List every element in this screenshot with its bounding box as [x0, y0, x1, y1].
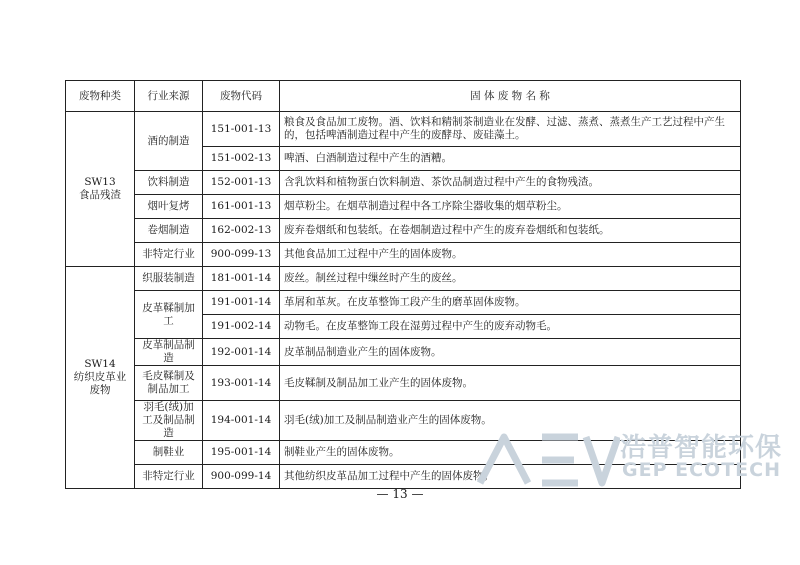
industry-source: 非特定行业	[135, 243, 203, 267]
table-row	[66, 112, 741, 147]
waste-code: 191-002-14	[203, 315, 280, 339]
category-sw14: SW14 纺织皮革业 废物	[66, 267, 135, 489]
waste-code: 161-001-13	[203, 195, 280, 219]
header-industry-source: 行业来源	[135, 81, 203, 112]
waste-description: 烟草粉尘。在烟草制造过程中各工序除尘器收集的烟草粉尘。	[280, 195, 741, 219]
header-waste-name: 固 体 废 物 名 称	[280, 81, 741, 112]
waste-description: 废弃卷烟纸和包装纸。在卷烟制造过程中产生的废弃卷烟纸和包装纸。	[280, 219, 741, 243]
industry-source: 毛皮鞣制及制品加工	[135, 366, 203, 401]
table-header-row	[66, 81, 741, 112]
waste-description: 制鞋业产生的固体废物。	[280, 441, 741, 465]
industry-source: 烟叶复烤	[135, 195, 203, 219]
waste-description: 含乳饮料和植物蛋白饮料制造、茶饮品制造过程中产生的食物残渣。	[280, 171, 741, 195]
watermark-cn: 浩普智能环保	[620, 433, 783, 463]
source-wine: 酒的制造	[135, 112, 203, 171]
waste-description: 啤酒、白酒制造过程中产生的酒糟。	[280, 147, 741, 171]
waste-description: 毛皮鞣制及制品加工业产生的固体废物。	[280, 366, 741, 401]
waste-code: 151-002-13	[203, 147, 280, 171]
industry-source: 卷烟制造	[135, 219, 203, 243]
table-row	[66, 243, 741, 267]
waste-description: 革屑和革灰。在皮革整饰工段产生的磨革固体废物。	[280, 291, 741, 315]
waste-code: 181-001-14	[203, 267, 280, 291]
table-row	[66, 339, 741, 366]
waste-code: 191-001-14	[203, 291, 280, 315]
header-waste-category: 废物种类	[66, 81, 135, 112]
watermark	[470, 425, 783, 495]
industry-source: 饮料制造	[135, 171, 203, 195]
waste-code: 152-001-13	[203, 171, 280, 195]
industry-source: 非特定行业	[135, 465, 203, 489]
page-number: — 13 —	[376, 487, 424, 501]
table-row	[66, 195, 741, 219]
waste-description: 动物毛。在皮革整饰工段在湿剪过程中产生的废弃动物毛。	[280, 315, 741, 339]
header-waste-code: 废物代码	[203, 81, 280, 112]
table-row	[66, 171, 741, 195]
industry-source: 羽毛(绒)加工及制品制造	[135, 401, 203, 441]
industry-source: 织服装制造	[135, 267, 203, 291]
industry-source: 皮革制品制造	[135, 339, 203, 366]
industry-source: 制鞋业	[135, 441, 203, 465]
waste-code: 900-099-13	[203, 243, 280, 267]
waste-description: 粮食及食品加工废物。酒、饮料和精制茶制造业在发酵、过滤、蒸煮、蒸煮生产工艺过程中产生的，包括啤酒制造过程中产生的废酵母、废硅藻土。	[280, 112, 741, 147]
waste-description: 羽毛(绒)加工及制品制造业产生的固体废物。	[280, 401, 741, 441]
waste-code: 192-001-14	[203, 339, 280, 366]
table-row	[66, 267, 741, 291]
category-sw13: SW13 食品残渣	[66, 112, 135, 267]
source-leather: 皮革鞣制加工	[135, 291, 203, 339]
waste-description: 其他纺织皮革品加工过程中产生的固体废物。	[280, 465, 741, 489]
waste-description: 其他食品加工过程中产生的固体废物。	[280, 243, 741, 267]
waste-code: 193-001-14	[203, 366, 280, 401]
waste-code: 195-001-14	[203, 441, 280, 465]
waste-code: 151-001-13	[203, 112, 280, 147]
waste-code: 900-099-14	[203, 465, 280, 489]
watermark-en: GEP ECOTECH	[622, 459, 781, 481]
watermark-logo-icon	[470, 425, 620, 495]
waste-description: 废丝。制丝过程中缫丝时产生的废丝。	[280, 267, 741, 291]
waste-code: 162-002-13	[203, 219, 280, 243]
table-row	[66, 366, 741, 401]
waste-code: 194-001-14	[203, 401, 280, 441]
table-row	[66, 291, 741, 315]
table-row	[66, 219, 741, 243]
waste-description: 皮革制品制造业产生的固体废物。	[280, 339, 741, 366]
